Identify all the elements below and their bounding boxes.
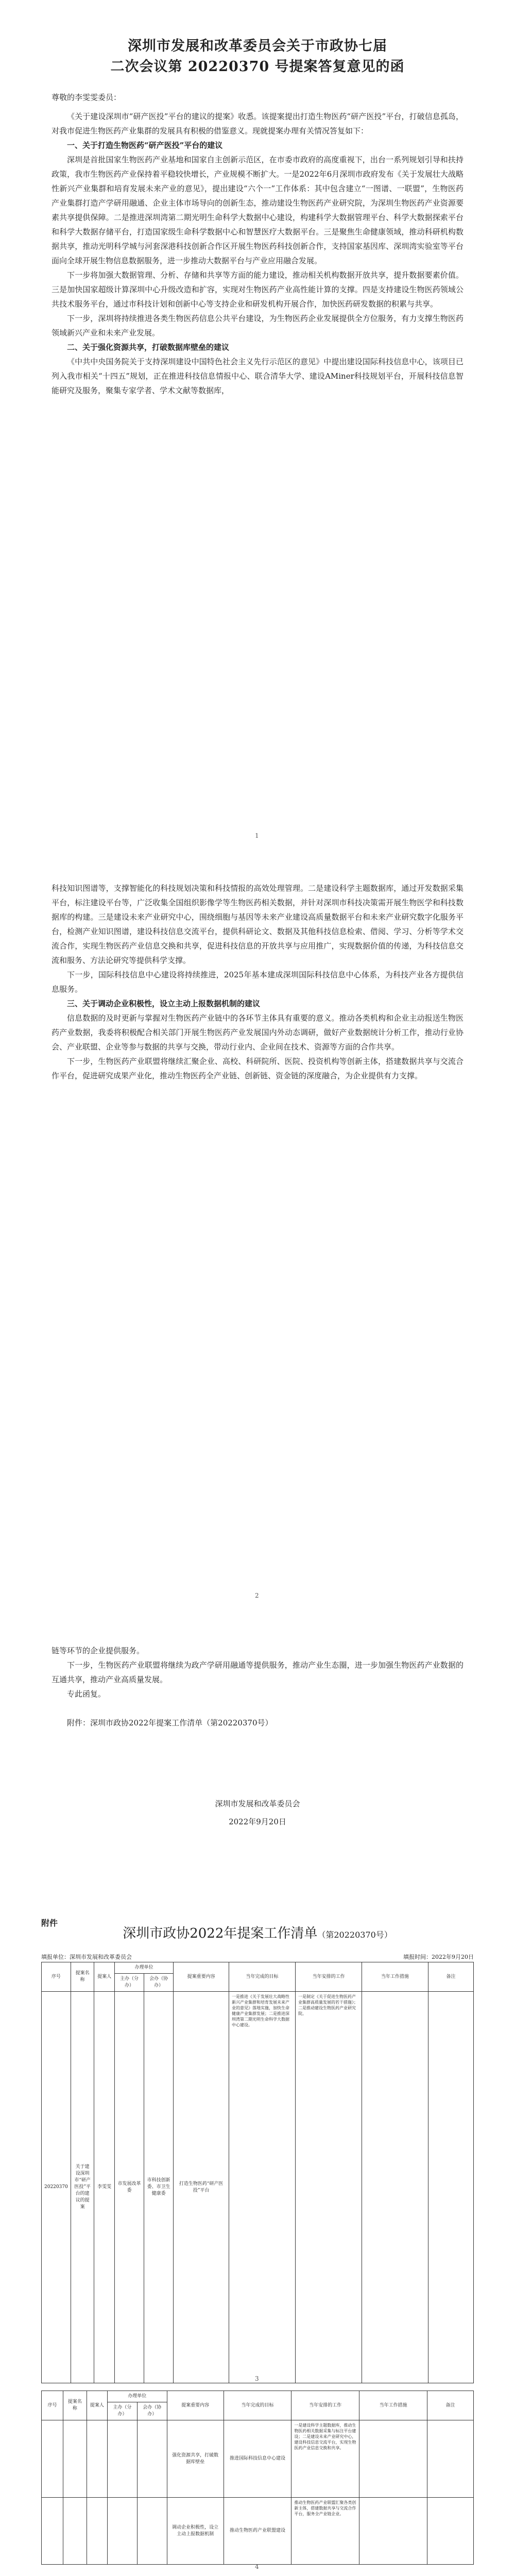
- cell-content: 调动企业积极性，设立主动上报数据机制: [167, 2498, 224, 2565]
- annex-table-continued: [41, 2391, 474, 2565]
- cell-note: [427, 2420, 474, 2498]
- col-header: 序号: [42, 2391, 63, 2420]
- closing-line: 专此函复。: [67, 1689, 106, 1699]
- cell-content: 打造生物医药“研产医投”平台: [174, 1992, 229, 2383]
- col-header: 提案人: [94, 1962, 114, 1992]
- letter-page-1: [0, 0, 515, 850]
- cell-proposer: [87, 2420, 107, 2498]
- cell-lead: [107, 2498, 137, 2565]
- cell-current: 一是推进《关于发展壮大战略性新兴产业集群和培育发展未来产业的意见》落地实施，加快生命健康产业集群发展；二是推进深圳湾第二期光明生命科学大数据中心建设。: [229, 1992, 296, 2383]
- col-header: 提案人: [87, 2391, 107, 2420]
- annex-label: 附件: [41, 1918, 58, 1928]
- title-line-1: 深圳市发展和改革委员会关于市政协七届: [128, 38, 387, 54]
- cell-no: [42, 2498, 63, 2565]
- section-3-paragraph: 链等环节的企业提供服务。: [52, 1646, 145, 1655]
- table-header-row: [42, 2391, 474, 2402]
- cell-proposer: [87, 2498, 107, 2565]
- intro-paragraph: 《关于建设深圳市“研产医投”平台的建议的提案》收悉。该提案提出打造生物医药“研产医投”平台，打破信息孤岛，对我市促进生物医药产业集群的发展具有积极的借鉴意义。现就提案办理有关情况答复如下：: [52, 112, 464, 135]
- cell-measure: [359, 2498, 427, 2565]
- annex-filled-label: 填报时间：: [403, 1954, 432, 1960]
- annex-filled-value: 2022年9月20日: [432, 1954, 474, 1960]
- section-3-heading: 三、关于调动企业积极性，设立主动上报数据机制的建议: [67, 999, 261, 1008]
- cell-current: 推进国际科技信息中心建设: [224, 2420, 291, 2498]
- section-1-paragraph: 下一步，深圳将持续推进各类生物医药信息公共平台建设，为生物医药企业发展提供全方位服务，有力支撑生物医药领域新兴产业和未来产业发展。: [52, 314, 464, 337]
- col-header: 当年工作措施: [359, 2391, 427, 2420]
- col-header: 主办（分办）: [107, 2402, 137, 2420]
- section-2-paragraph: 下一步，国际科技信息中心建设将持续推进，2025年基本建成深圳国际科技信息中心体系，为科技产业各方提供信息服务。: [52, 970, 464, 994]
- cell-title: 关于建设深圳市“研产医投”平台的建议的提案: [71, 1992, 94, 2383]
- section-1-heading: 一、关于打造生物医药“研产医投”平台的建议: [67, 141, 223, 150]
- col-header: 提案名称: [71, 1962, 94, 1992]
- greeting: 尊敬的李雯雯委员：: [52, 93, 122, 102]
- col-header: 办理单位: [107, 2391, 167, 2402]
- cell-plan: 一是制定《关于促进生物医药产业集群高质量发展的若干措施》；二是推动建设生物医药产业研究院。: [296, 1992, 362, 2383]
- col-header: 提案名称: [63, 2391, 87, 2420]
- section-1-paragraph: 深圳是首批国家生物医药产业基地和国家自主创新示范区，在市委市政府的高度重视下，出台一系列规划引导和扶持政策，我市生物医药产业保持着平稳较快增长，产业规模不断扩大。一是2022年6月深圳市政府发布《关于发展壮大战略性新兴产业集群和培育发展未来产业的意见》，提出建设“六个一”工作体系：其中包含建立“一图谱、一联盟”，生物医药产业集群打造产学研用融通、企业主体市场导向的创新生态，推动建设生物医药产业研究院，为深圳生物医药产业资源要素共享提供保障。二是推进深圳湾第二期光明生命科学大数据中心建设，构建科学大数据管理平台、科学大数据探索平台和科学大数据存储平台，打造国家级生命科学数据中心和智慧医疗大数据平台。三是聚焦生命健康领域，推动科研机构数据共享，推动光明科学城与河套深港科技创新合作区开展生物医药科技创新合作，支持国家基因库、深圳湾实验室等平台面向全球开展生物信息数据服务，进一步推动大数据平台与产业应用融合发展。: [52, 155, 464, 265]
- col-header: 当年安排的工作: [291, 2391, 359, 2420]
- cell-plan: 推动生物医药产业联盟汇聚各类创新主体，搭建数据共享与交流合作平台，服务全产业链企业。: [291, 2498, 359, 2565]
- signature-date: 2022年9月20日: [229, 1817, 286, 1826]
- annex-org-label: 填报单位：: [41, 1954, 70, 1960]
- cell-lead: 市发展改革委: [114, 1992, 144, 2383]
- letter-body-continued: [52, 881, 464, 1083]
- page-number: 4: [255, 2563, 259, 2570]
- cell-co: 市科技创新委、市卫生健康委: [144, 1992, 174, 2383]
- section-1-paragraph: 下一步将加强大数据管理、分析、存储和共享等方面的能力建设，推动相关机构数据开放共享，提升数据要素价值。三是加快国家超级计算深圳中心升级改造和扩容，实现对生物医药产业高性能计算的支撑。四是支持建设生物医药领域公共技术服务平台，通过市科技计划和创新中心等支持企业和研发机构开展合作，加快医药研发数据的积累与共享。: [52, 270, 464, 309]
- cell-title: [63, 2498, 87, 2565]
- col-header: 会办（协办）: [144, 1974, 174, 1992]
- col-header: 序号: [42, 1962, 71, 1992]
- section-3-paragraph: 信息数据的及时更新与掌握对生物医药产业链中的各环节主体具有重要的意义。推动各类机构和企业主动报送生物医药产业数据，我委将积极配合相关部门开展生物医药产业发展国内外动态调研，做好产业数据统计分析工作，推动行业协会、产业联盟、企业等参与数据的共享与交换，带动行业内、企业间在技术、资源等方面的合作共享。: [52, 1013, 464, 1052]
- signature-org: 深圳市发展和改革委员会: [215, 1799, 300, 1808]
- col-header: 主办（分办）: [114, 1974, 144, 1992]
- annex-title: [0, 1924, 515, 1944]
- col-header: 当年完成的目标: [224, 2391, 291, 2420]
- page-number: 1: [255, 832, 259, 839]
- cell-co: [137, 2498, 167, 2565]
- cell-title: [63, 2420, 87, 2498]
- letter-body-end: [52, 1643, 464, 1730]
- cell-no: 20220370: [42, 1992, 71, 2383]
- section-2-paragraph: 《中共中央国务院关于支持深圳建设中国特色社会主义先行示范区的意见》中提出建设国际科技信息中心，该项目已列入我市相关“十四五”规划，正在推进科技信息情报中心、联合清华大学、建设AMiner科技规划平台，开展科技信息智能研究及服务，聚集专家学者、学术文献等数据库，: [52, 357, 464, 395]
- col-header: 当年完成的目标: [229, 1962, 296, 1992]
- col-header: 提案重要内容: [167, 2391, 224, 2420]
- attachment-line: 附件：深圳市政协2022年提案工作清单（第20220370号）: [67, 1718, 273, 1727]
- cell-note: [428, 1992, 473, 2383]
- col-header: 会办（协办）: [137, 2402, 167, 2420]
- section-3-paragraph: 下一步，生物医药产业联盟将继续为政产学研用融通等提供服务，推动产业生态圈，进一步加强生物医药产业数据的互通共享，推动产业高质量发展。: [52, 1660, 464, 1684]
- page-number: 3: [255, 2375, 259, 2382]
- col-header: 提案重要内容: [174, 1962, 229, 1992]
- table-row: [42, 1992, 474, 2383]
- cell-current: 推动生物医药产业联盟建设: [224, 2498, 291, 2565]
- cell-plan: 一是建设科学主题数据库，推动生物医药相关数据采集与标注平台建设；二是建设未来产业研究中心，建设科技信息交流平台，实现生物医药产业信息交换和共享。: [291, 2420, 359, 2498]
- cell-no: [42, 2420, 63, 2498]
- col-header: 当年工作措施: [362, 1962, 428, 1992]
- page-number: 2: [255, 1592, 259, 1599]
- annex-org-value: 深圳市发展和改革委员会: [70, 1954, 132, 1960]
- cell-note: [427, 2498, 474, 2565]
- title-line-2: 二次会议第 20220370 号提案答复意见的函: [110, 59, 405, 75]
- col-header: 备注: [428, 1962, 473, 1992]
- table-header-row: [42, 1962, 474, 1974]
- section-2-paragraph: 科技知识图谱等，支撑智能化的科技规划决策和科技情报的高效处理管理。二是建设科学主题数据库，通过开发数据采集平台，标注建设平台等，广泛收集全国组织影像学等生物医药相关数据，并针对深圳市科技决策需开展生物医学和科技数据库的构建。三是建设未来产业研究中心，围绕细胞与基因等未来产业建设高质量数据平台和未来产业研究数字化服务平台，检测产业知识图谱，建设科技信息交流平台，提供科研论文、数据及其他科技信息检索、借阅、学习、分析等学术交流合作，实现生物医药产业信息交换和共享，促进科技信息的开放共享与应用推广，实现数据价值的传递，为科技信息交流和服务、方法论研究等提供科学支撑。: [52, 884, 464, 965]
- annex-title-suffix: （第20220370号）: [317, 1930, 392, 1940]
- annex-org: [41, 1953, 132, 1961]
- cell-measure: [359, 2420, 427, 2498]
- table-row: [42, 2498, 474, 2565]
- section-3-paragraph: 下一步，生物医药产业联盟将继续汇聚企业、高校、科研院所、医院、投资机构等创新主体，搭建数据共享与交流合作平台，促进研究成果产业化，推动生物医药全产业链、创新链、资金链的深度融合，为企业提供有力支撑。: [52, 1057, 464, 1080]
- letter-title: [72, 36, 443, 77]
- letter-body: [52, 109, 464, 398]
- cell-content: 强化资源共享，打破数据库壁垒: [167, 2420, 224, 2498]
- table-row: [42, 2420, 474, 2498]
- annex-title-text: 深圳市政协2022年提案工作清单: [123, 1926, 318, 1941]
- col-header: 办理单位: [114, 1962, 173, 1974]
- annex-filled-date: [371, 1953, 474, 1961]
- col-header: 备注: [427, 2391, 474, 2420]
- section-2-heading: 二、关于强化资源共享，打破数据库壁垒的建议: [67, 343, 230, 352]
- letter-page-2: [0, 850, 515, 1623]
- cell-co: [137, 2420, 167, 2498]
- annex-table: [41, 1962, 474, 2383]
- cell-lead: [107, 2420, 137, 2498]
- cell-proposer: 李雯雯: [94, 1992, 114, 2383]
- col-header: 当年安排的工作: [296, 1962, 362, 1992]
- cell-measure: [362, 1992, 428, 2383]
